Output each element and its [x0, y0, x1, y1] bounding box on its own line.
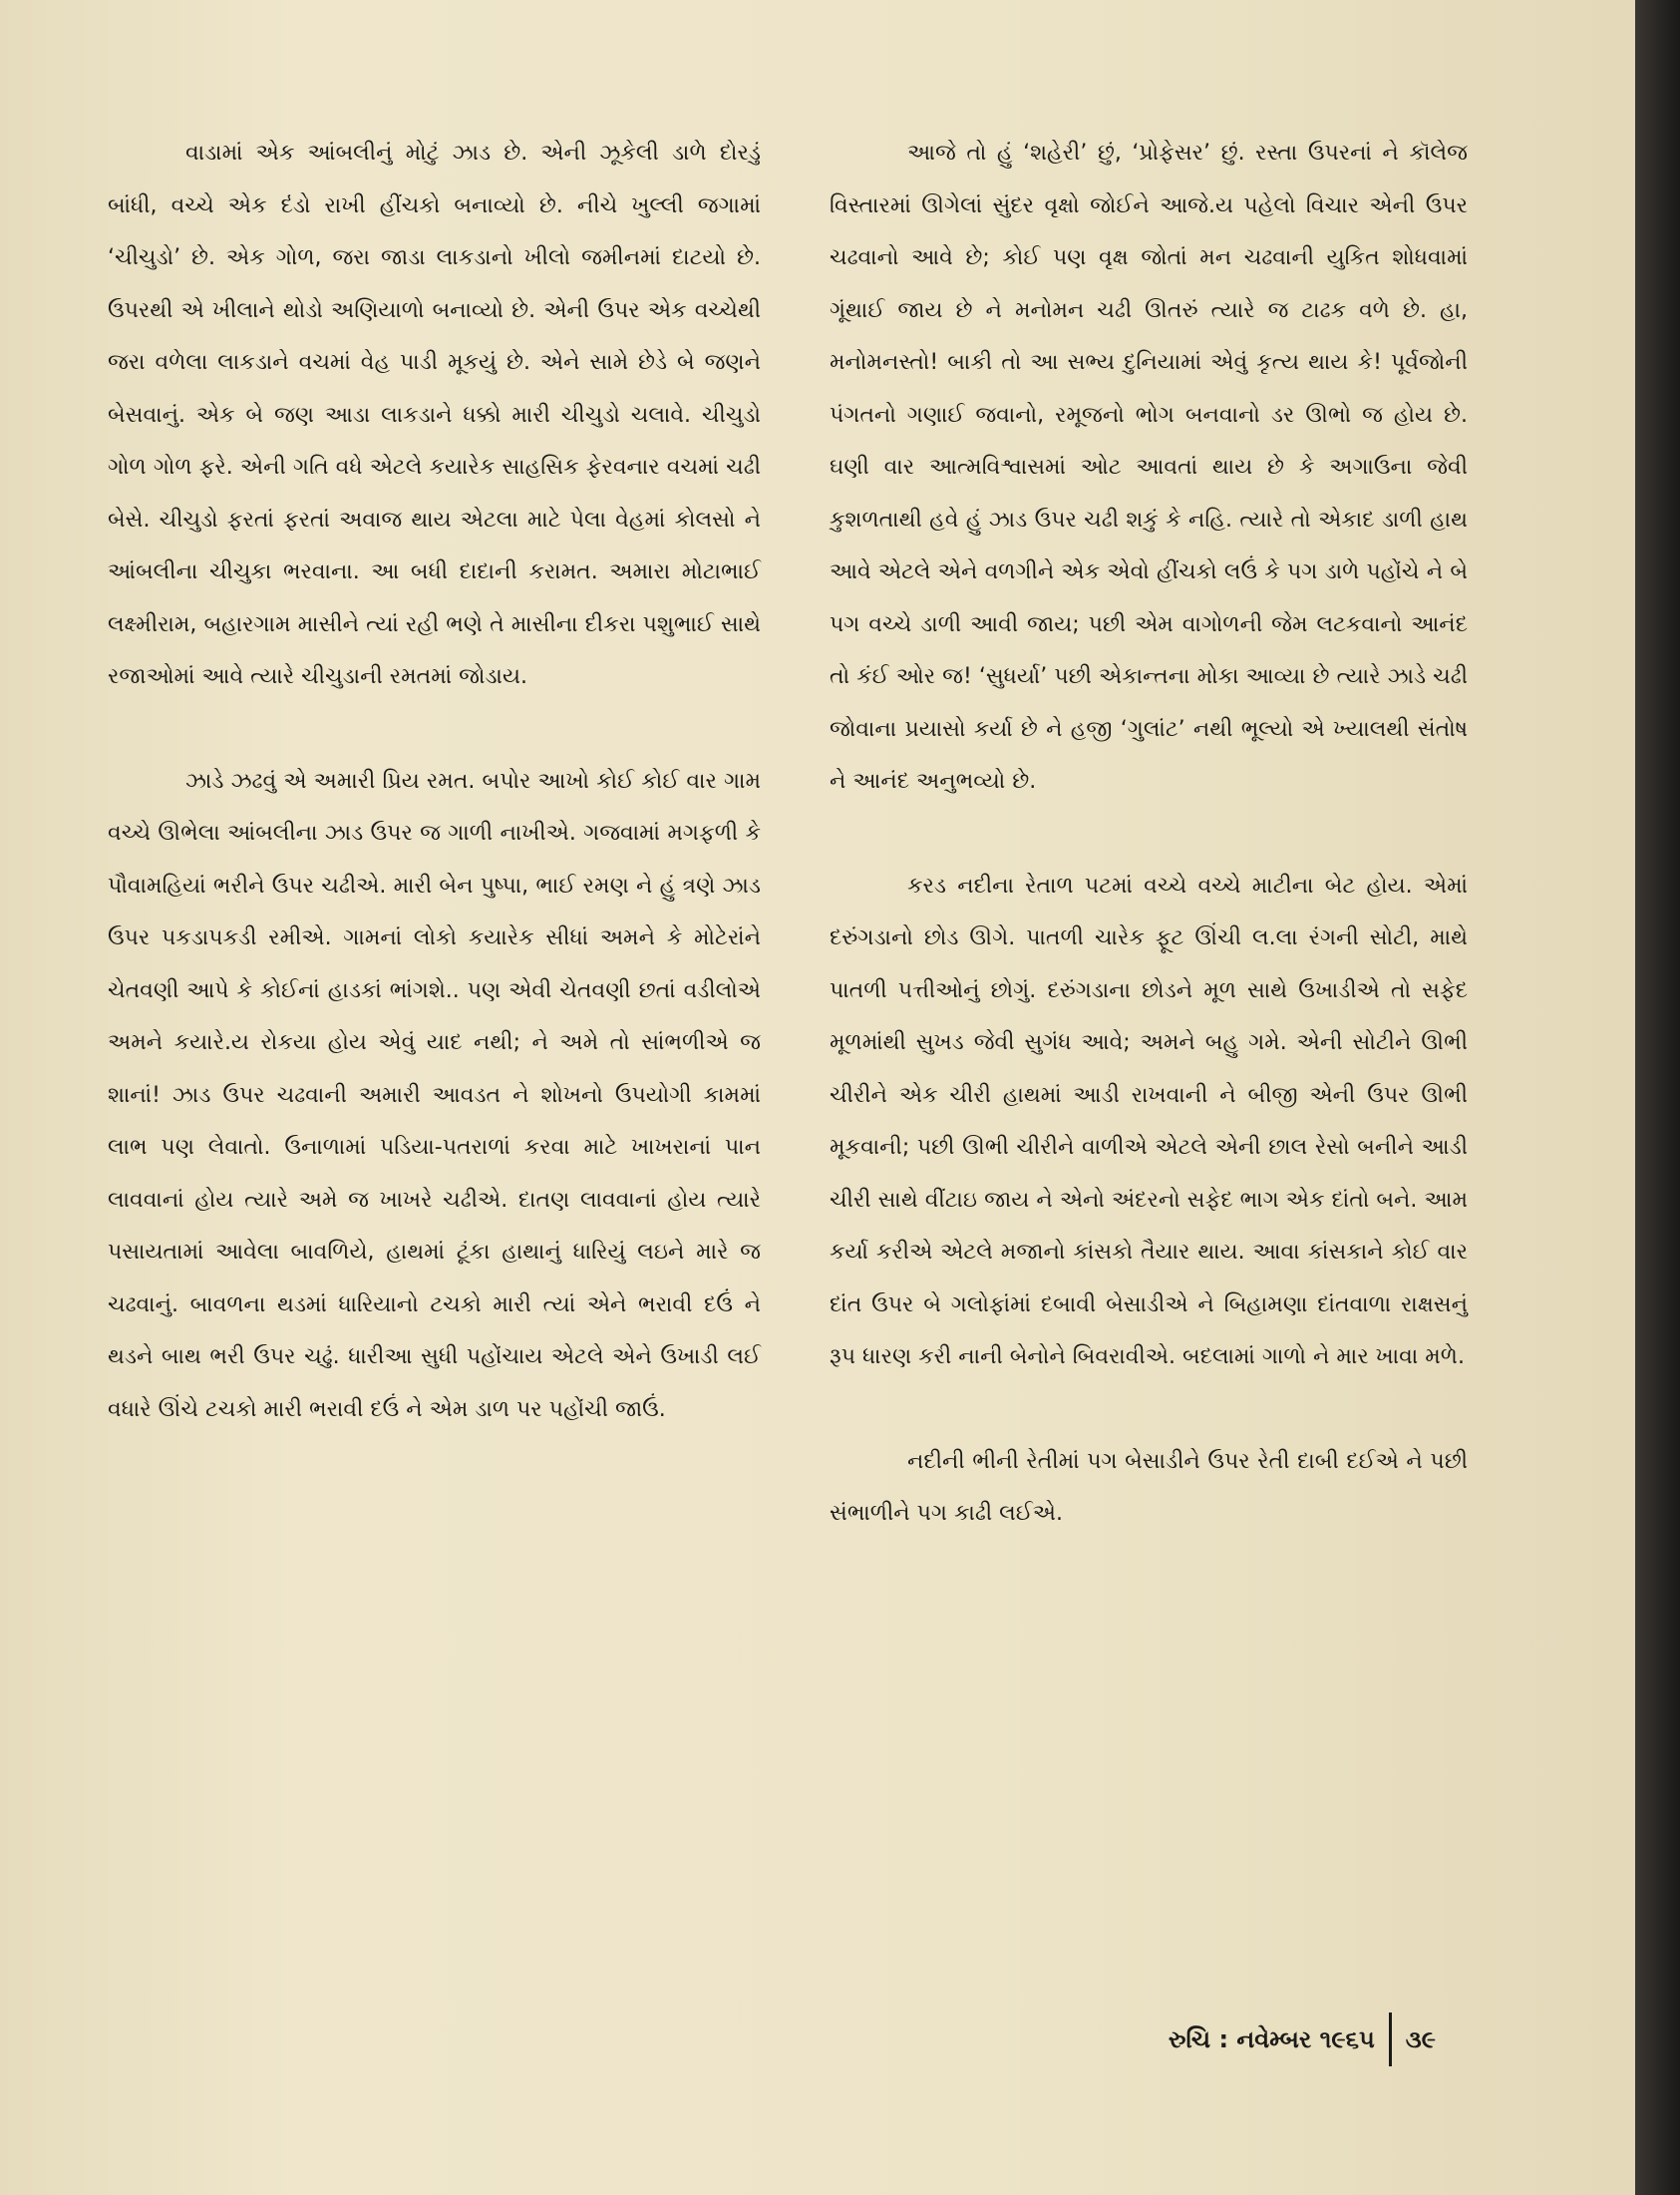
paragraph: નદીની ભીની રેતીમાં પગ બેસાડીને ઉપર રેતી દાબી દઈએ ને પછી સંભાળીને પગ કાઢી લઈએ.: [830, 1448, 1468, 1526]
page-number: ૩૯: [1405, 2025, 1436, 2053]
page-footer: [1169, 2012, 1436, 2066]
page-edge-shadow: [1635, 0, 1680, 2195]
left-column: [108, 128, 761, 1488]
paragraph: આજે તો હું ‘શહેરી’ છું, ‘પ્રોફેસર’ છું. રસ્તા ઉપરનાં ને કૉલેજ વિસ્તારમાં ઊગેલાં સુંદર વૃક્ષો જોઈને આજે.ય પહેલો વિચાર એની ઉપર ચઢવાનો આવે છે; કોઈ પણ વૃક્ષ જોતાં મન ચઢવાની યુકિત શોધવામાં ગૂંથાઈ જાય છે ને મનોમન ચઢી ઊતરું ત્યારે જ ટાઢક વળે છે. હા, મનોમનસ્તો! બાકી તો આ સભ્ય દુનિયામાં એવું કૃત્ય થાય કે! પૂર્વજોની પંગતનો ગણાઈ જવાનો, રમૂજનો ભોગ બનવાનો ડર ઊભો જ હોય છે. ઘણી વાર આત્મવિશ્વાસમાં ઓટ આવતાં થાય છે કે અગાઉના જેવી કુશળતાથી હવે હું ઝાડ ઉપર ચઢી શકું કે નહિ. ત્યારે તો એકાદ ડાળી હાથ આવે એટલે એને વળગીને એક એવો હીંચકો લઉં કે પગ ડાળે પહોંચે ને બે પગ વચ્ચે ડાળી આવી જાય; પછી એમ વાગોળની જેમ લટકવાનો આનંદ તો કંઈ ઓર જ! ‘સુધર્યા’ પછી એકાન્તના મોકા આવ્યા છે ત્યારે ઝાડે ચઢી જોવાના પ્રયાસો કર્યા છે ને હજી ‘ગુલાંટ’ નથી ભૂલ્યો એ ખ્યાલથી સંતોષ ને આનંદ અનુભવ્યો છે.: [830, 141, 1468, 794]
footer-divider: [1389, 2012, 1392, 2066]
paragraph: ઝાડે ઝઢવું એ અમારી પ્રિય રમત. બપોર આખો કોઈ કોઈ વાર ગામ વચ્ચે ઊભેલા આંબલીના ઝાડ ઉપર જ ગાળી નાખીએ. ગજવામાં મગફળી કે પૌવામહિયાં ભરીને ઉપર ચઢીએ. મારી બેન પુષ્પા, ભાઈ રમણ ને હું ત્રણે ઝાડ ઉપર પકડાપકડી રમીએ. ગામનાં લોકો કયારેક સીધાં અમને કે મોટેરાંને ચેતવણી આપે કે કોઈનાં હાડકાં ભાંગશે.. પણ એવી ચેતવણી છતાં વડીલોએ અમને કયારે.ય રોકયા હોય એવું યાદ નથી; ને અમે તો સાંભળીએ જ શાનાં! ઝાડ ઉપર ચઢવાની અમારી આવડત ને શોખનો ઉપયોગી કામમાં લાભ પણ લેવાતો. ઉનાળામાં પડિયા-પતરાળાં કરવા માટે ખાખરાનાં પાન લાવવાનાં હોય ત્યારે અમે જ ખાખરે ચઢીએ. દાતણ લાવવાનાં હોય ત્યારે પસાયતામાં આવેલા બાવળિયે, હાથમાં ટૂંકા હાથાનું ધારિયું લઇને મારે જ ચઢવાનું. બાવળના થડમાં ધારિયાનો ટચકો મારી ત્યાં એને ભરાવી દઉં ને થડને બાથ ભરી ઉપર ચઢું. ધારીઆ સુધી પહોંચાય એટલે એને ઉખાડી લઈ વધારે ઊંચે ટચકો મારી ભરાવી દઉં ને એમ ડાળ પર પહોંચી જાઉં.: [108, 768, 762, 1422]
right-column: [830, 128, 1468, 1593]
paragraph: વાડામાં એક આંબલીનું મોટું ઝાડ છે. એની ઝૂકેલી ડાળે દોરડું બાંધી, વચ્ચે એક દંડો રાખી હીંચકો બનાવ્યો છે. નીચે ખુલ્લી જગામાં ‘ચીચુડો’ છે. એક ગોળ, જરા જાડા લાકડાનો ખીલો જમીનમાં દાટયો છે. ઉપરથી એ ખીલાને થોડો અણિયાળો બનાવ્યો છે. એની ઉપર એક વચ્ચેથી જરા વળેલા લાકડાને વચમાં વેહ પાડી મૂકયું છે. એને સામે છેડે બે જણને બેસવાનું. એક બે જણ આડા લાકડાને ધક્કો મારી ચીચુડો ચલાવે. ચીચુડો ગોળ ગોળ ફરે. એની ગતિ વધે એટલે કયારેક સાહસિક ફેરવનાર વચમાં ચઢી બેસે. ચીચુડો ફરતાં ફરતાં અવાજ થાય એટલા માટે પેલા વેહમાં કોલસો ને આંબલીના ચીચુકા ભરવાના. આ બધી દાદાની કરામત. અમારા મોટાભાઈ લક્ષ્મીરામ, બહારગામ માસીને ત્યાં રહી ભણે તે માસીના દીકરા પશુભાઈ સાથે રજાઓમાં આવે ત્યારે ચીચુડાની રમતમાં જોડાય.: [108, 141, 761, 689]
paragraph: કરડ નદીના રેતાળ પટમાં વચ્ચે વચ્ચે માટીના બેટ હોય. એમાં દરુંગડાનો છોડ ઊગે. પાતળી ચારેક ફૂટ ઊંચી લ.લા રંગની સોટી, માથે પાતળી પત્તીઓનું છોગું. દરુંગડાના છોડને મૂળ સાથે ઉખાડીએ તો સફેદ મૂળમાંથી સુખડ જેવી સુગંધ આવે; અમને બહુ ગમે. એની સોટીને ઊભી ચીરીને એક ચીરી હાથમાં આડી રાખવાની ને બીજી એની ઉપર ઊભી મૂકવાની; પછી ઊભી ચીરીને વાળીએ એટલે એની છાલ રેસો બનીને આડી ચીરી સાથે વીંટાઇ જાય ને એનો અંદરનો સફેદ ભાગ એક દાંતો બને. આમ કર્યા કરીએ એટલે મજાનો કાંસકો તૈયાર થાય. આવા કાંસકાને કોઈ વાર દાંત ઉપર બે ગલોફાંમાં દબાવી બેસાડીએ ને બિહામણા દાંતવાળા રાક્ષસનું રૂપ ધારણ કરી નાની બેનોને બિવરાવીએ. બદલામાં ગાળો ને માર ખાવા મળે.: [830, 873, 1468, 1369]
magazine-issue-label: રુચિ : નવેમ્બર ૧૯૬૫: [1168, 2025, 1375, 2053]
